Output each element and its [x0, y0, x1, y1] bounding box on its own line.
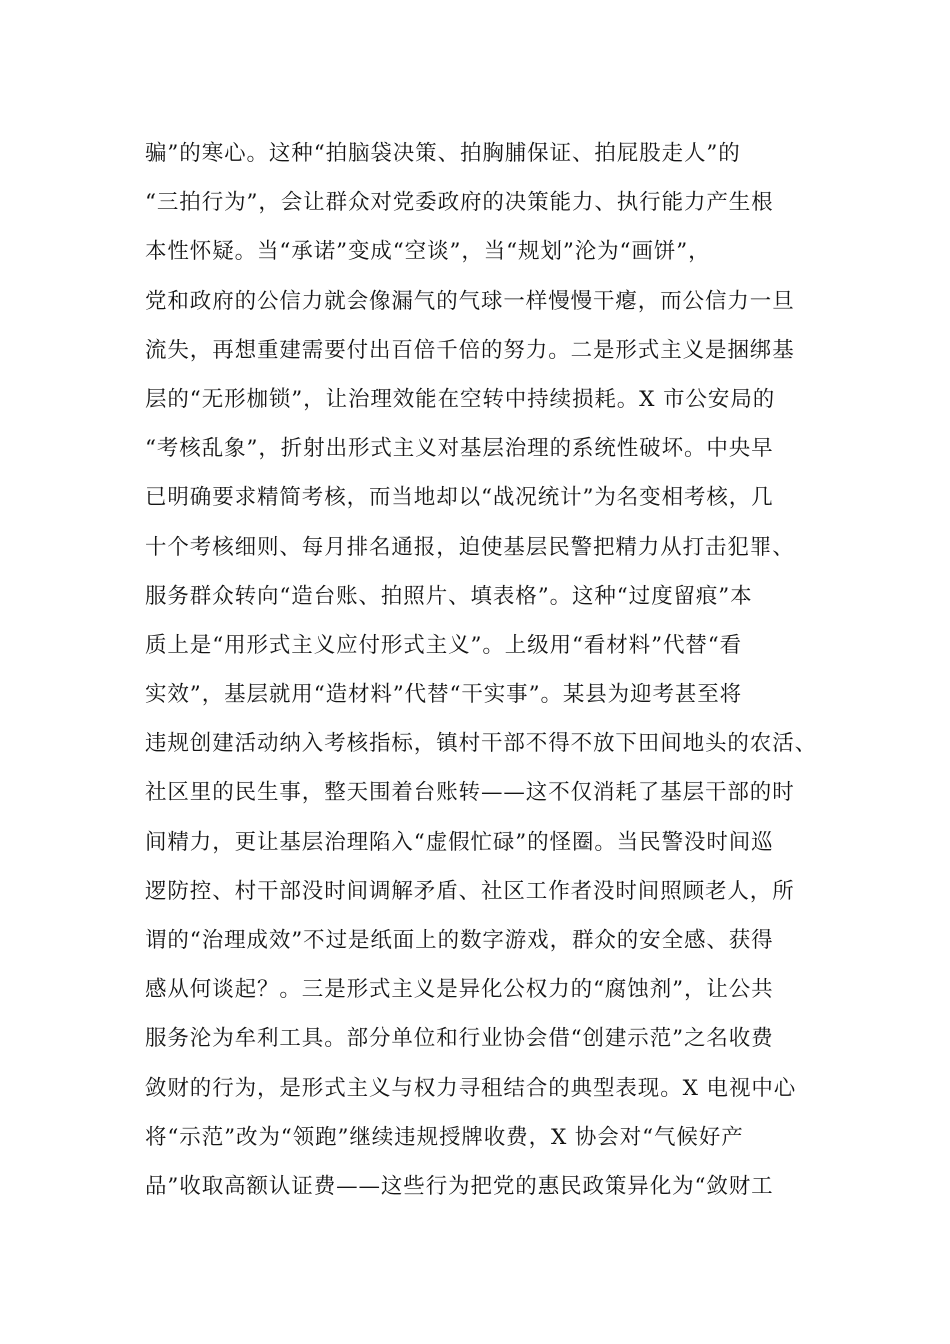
text-line: “考核乱象”，折射出形式主义对基层治理的系统性破坏。中央早: [145, 436, 774, 462]
text-line: “三拍行为”，会让群众对党委政府的决策能力、执行能力产生根: [145, 190, 774, 216]
text-line: 品”收取高额认证费——这些行为把党的惠民政策异化为“敛财工: [145, 1173, 774, 1199]
text-line: 服务沦为牟利工具。部分单位和行业协会借“创建示范”之名收费: [145, 1026, 774, 1052]
text-line: 逻防控、村干部没时间调解矛盾、社区工作者没时间照顾老人，所: [145, 878, 795, 904]
text-line: 骗”的寒心。这种“拍脑袋决策、拍胸脯保证、拍屁股走人”的: [145, 141, 741, 166]
text-line: 违规创建活动纳入考核指标，镇村干部不得不放下田间地头的农活、: [145, 731, 818, 757]
text-line: 已明确要求精简考核，而当地却以“战况统计”为名变相考核，几: [145, 485, 774, 511]
text-line: 服务群众转向“造台账、拍照片、填表格”。这种“过度留痕”本: [145, 583, 753, 609]
text-line: 间精力，更让基层治理陷入“虚假忙碌”的怪圈。当民警没时间巡: [145, 829, 774, 855]
text-line: 将“示范”改为“领跑”继续违规授牌收费，X 协会对“气候好产: [145, 1124, 744, 1150]
text-line: 流失，再想重建需要付出百倍千倍的努力。二是形式主义是捆绑基: [145, 337, 795, 363]
text-line: 质上是“用形式主义应付形式主义”。上级用“看材料”代替“看: [145, 632, 743, 658]
text-line: 本性怀疑。当“承诺”变成“空谈”，当“规划”沦为“画饼”，: [145, 239, 711, 265]
text-line: 党和政府的公信力就会像漏气的气球一样慢慢干瘪，而公信力一旦: [145, 288, 795, 314]
text-line: 敛财的行为，是形式主义与权力寻租结合的典型表现。X 电视中心: [145, 1075, 797, 1101]
text-line: 十个考核细则、每月排名通报，迫使基层民警把精力从打击犯罪、: [145, 534, 795, 560]
text-line: 层的“无形枷锁”，让治理效能在空转中持续损耗。X 市公安局的: [145, 386, 776, 412]
text-line: 社区里的民生事，整天围着台账转——这不仅消耗了基层干部的时: [145, 780, 795, 806]
text-line: 实效”，基层就用“造材料”代替“干实事”。某县为迎考甚至将: [145, 682, 743, 708]
document-body: [145, 129, 825, 1211]
text-line: 感从何谈起？。三是形式主义是异化公权力的“腐蚀剂”，让公共: [145, 977, 774, 1003]
text-line: 谓的“治理成效”不过是纸面上的数字游戏，群众的安全感、获得: [145, 928, 774, 953]
